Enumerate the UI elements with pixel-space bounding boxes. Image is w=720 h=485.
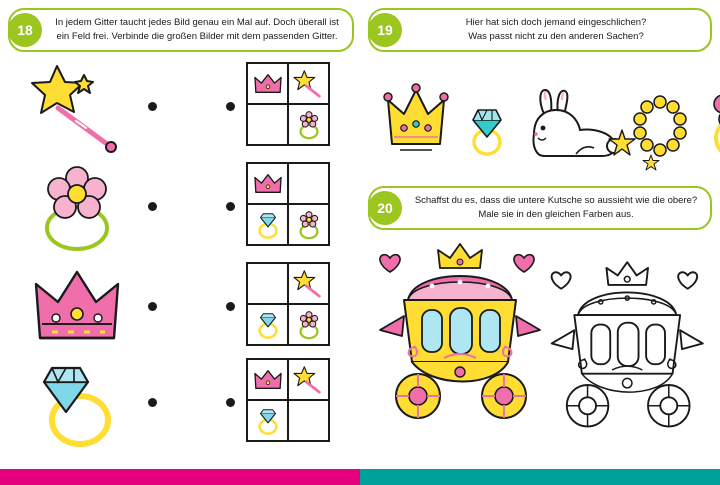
task-number-20: 20 (368, 191, 402, 225)
connector-dot-left[interactable] (148, 202, 157, 211)
grid-cell-flower-ring[interactable] (288, 104, 329, 145)
connector-dot-left[interactable] (148, 302, 157, 311)
task-instruction-20-line1: Schaffst du es, dass die untere Kutsche so aussieht wie die obere? (414, 195, 698, 207)
diamond-ring-icon (464, 106, 510, 165)
task-instruction-18-line1: In jedem Gitter taucht jedes Bild genau ein Mal auf. Doch überall ist (55, 17, 339, 29)
task-instruction-19-line1: Hier hat sich doch jemand eingeschlichen? (465, 17, 647, 29)
match-row (8, 160, 354, 256)
colored-carriage (374, 238, 554, 443)
grid-cell-magic-wand[interactable] (288, 63, 329, 104)
exercise-18-area (8, 60, 354, 450)
connector-dot-left[interactable] (148, 398, 157, 407)
task-instruction-20 (402, 194, 710, 222)
grid-cell-magic-wand[interactable] (288, 359, 329, 400)
task-header-18 (8, 8, 354, 52)
task-number-19: 19 (368, 13, 402, 47)
exercise-20-area (370, 238, 714, 444)
task-instruction-18 (42, 16, 352, 44)
footer-bar-right-segment (360, 469, 720, 485)
grid-cell-crown[interactable] (247, 163, 288, 204)
grid-cell-crown[interactable] (247, 63, 288, 104)
exercise-19-area (372, 70, 712, 174)
task-number-18: 18 (8, 13, 42, 47)
connector-dot-right[interactable] (226, 398, 235, 407)
outline-carriage[interactable] (546, 256, 716, 451)
connector-dot-right[interactable] (226, 302, 235, 311)
answer-grid (246, 358, 330, 442)
crown-icon (382, 82, 450, 163)
grid-cell-diamond-ring[interactable] (247, 204, 288, 245)
diamond-ring-icon (22, 358, 132, 450)
answer-grid (246, 62, 330, 146)
task-header-20 (368, 186, 712, 230)
grid-cell-empty[interactable] (247, 263, 288, 304)
task-instruction-19-line2: Was passt nicht zu den anderen Sachen? (468, 31, 644, 42)
task-instruction-20-line2: Male sie in den gleichen Farben aus. (478, 209, 634, 220)
flower-ring-icon (22, 162, 132, 254)
match-row (8, 260, 354, 356)
grid-cell-magic-wand[interactable] (288, 263, 329, 304)
grid-cell-empty[interactable] (247, 104, 288, 145)
star-icon (608, 128, 636, 163)
answer-grid (246, 162, 330, 246)
connector-dot-left[interactable] (148, 102, 157, 111)
connector-dot-right[interactable] (226, 202, 235, 211)
task-instruction-19 (402, 16, 710, 44)
grid-cell-flower-ring[interactable] (288, 204, 329, 245)
match-row (8, 60, 354, 156)
grid-cell-diamond-ring[interactable] (247, 400, 288, 441)
answer-grid (246, 262, 330, 346)
grid-cell-empty[interactable] (288, 400, 329, 441)
task-instruction-18-line2: ein Feld frei. Verbinde die großen Bilder mit dem passenden Gitter. (56, 31, 338, 42)
connector-dot-right[interactable] (226, 102, 235, 111)
grid-cell-empty[interactable] (288, 163, 329, 204)
grid-cell-diamond-ring[interactable] (247, 304, 288, 345)
footer-color-bar (0, 469, 720, 485)
grid-cell-crown[interactable] (247, 359, 288, 400)
flower-ring-icon (634, 82, 720, 171)
match-row (8, 356, 354, 452)
magic-wand-icon (22, 62, 132, 154)
task-header-19 (368, 8, 712, 52)
footer-bar-left-segment (0, 469, 360, 485)
grid-cell-flower-ring[interactable] (288, 304, 329, 345)
crown-icon (22, 262, 132, 354)
